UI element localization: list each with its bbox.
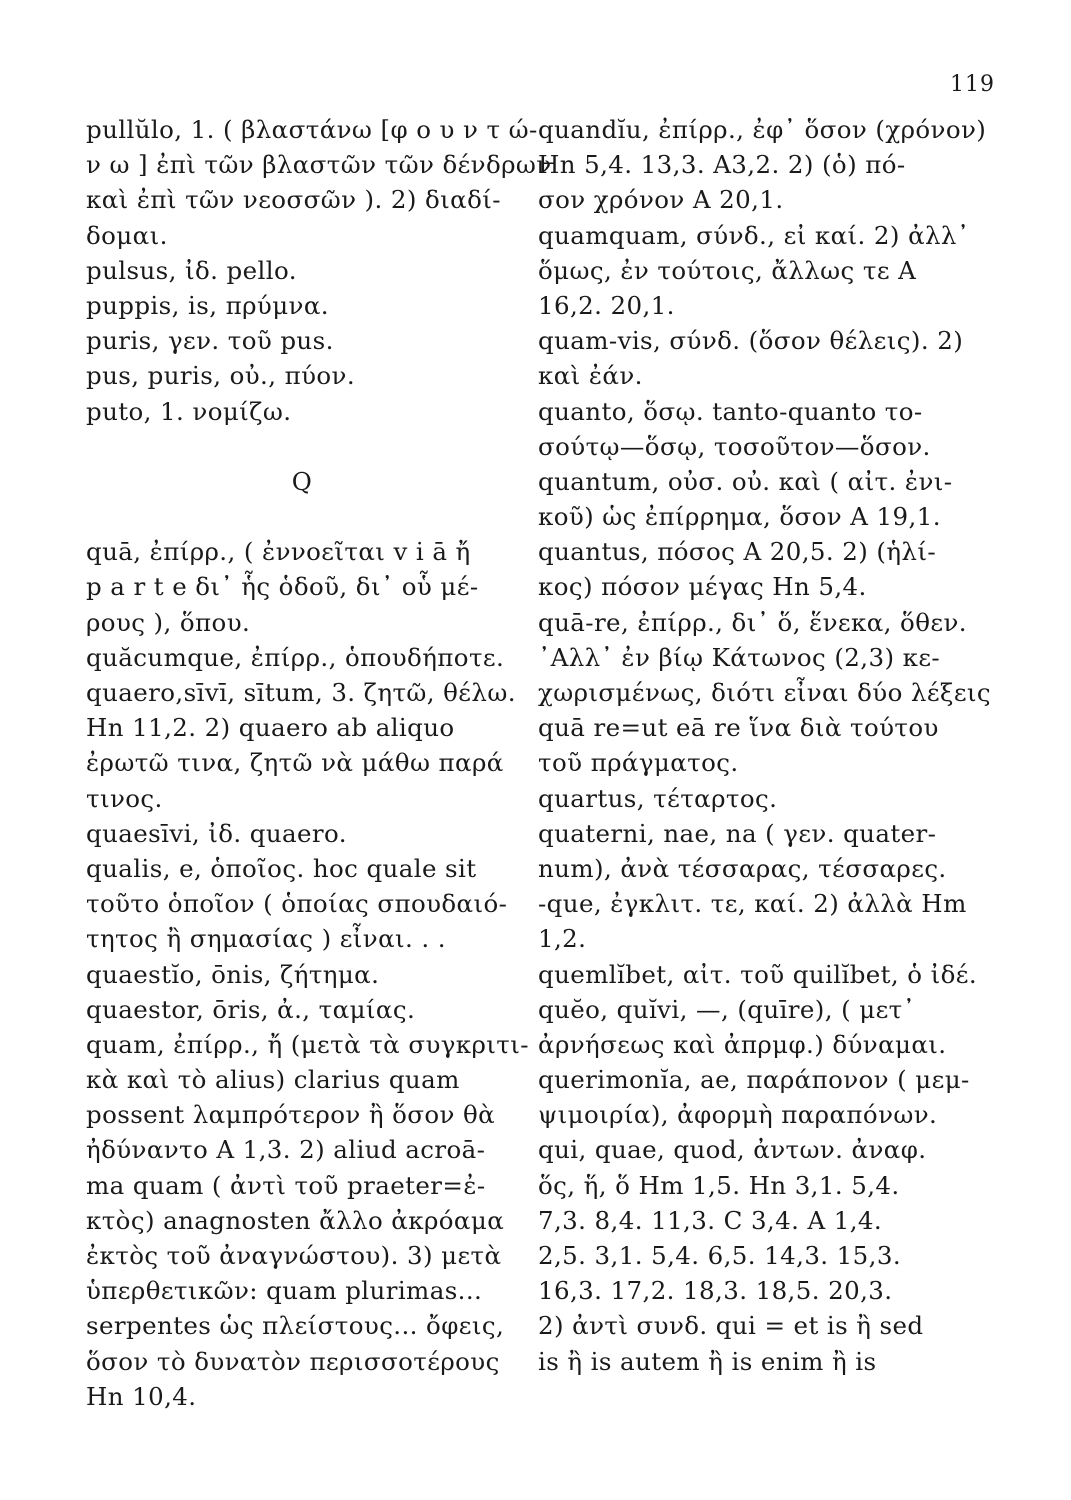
entry-line: qui, quae, quod, ἀντων. ἀναφ. xyxy=(538,1135,927,1165)
left-column xyxy=(86,112,552,1414)
entry-line: τοῦ πράγματος. xyxy=(538,748,739,778)
entry-line: ὅμως, ἐν τούτοις, ἄλλως τε A xyxy=(538,255,917,285)
entry-line: serpentes ὡς πλείστους... ὄφεις, xyxy=(86,1311,505,1341)
entry-line: quā, ἐπίρρ., ( ἐννοεῖται v i ā ἤ xyxy=(86,537,471,567)
entry-line: τοῦτο ὁποῖον ( ὁποίας σπουδαιό- xyxy=(86,889,508,919)
entry-line: quăcumque, ἐπίρρ., ὁπουδήποτε. xyxy=(86,642,505,672)
entry-line: -que, ἐγκλιτ. τε, καί. 2) ἀλλὰ Hm xyxy=(538,889,967,919)
entry-line: 7,3. 8,4. 11,3. C 3,4. A 1,4. xyxy=(538,1205,883,1235)
entry-line: quam, ἐπίρρ., ἤ (μετὰ τὰ συγκριτι- xyxy=(86,1029,529,1059)
entry-line: quemlĭbet, αἰτ. τοῦ quilĭbet, ὁ ἰδέ. xyxy=(538,959,978,989)
entry-line: ὑπερθετικῶν: quam plurimas... xyxy=(86,1276,483,1306)
entry-line: κὰ καὶ τὸ alius) clarius quam xyxy=(86,1065,460,1095)
entry-line: quaesīvi, ἰδ. quaero. xyxy=(86,818,347,848)
entry-line: quaero,sīvī, sītum, 3. ζητῶ, θέλω. xyxy=(86,678,516,707)
entry-line: pulsus, ἰδ. pello. xyxy=(86,255,297,285)
blank-line xyxy=(86,499,518,534)
entry-line: κοῦ) ὡς ἐπίρρημα, ὅσον A 19,1. xyxy=(538,502,941,532)
entry-line: καὶ ἐάν. xyxy=(538,361,643,391)
entry-line: 2) ἀντὶ συνδ. qui = et is ἢ sed xyxy=(538,1311,924,1341)
entry-line: qualis, e, ὁποῖος. hoc quale sit xyxy=(86,853,477,883)
section-letter-heading: Q xyxy=(291,466,313,496)
entry-line: κτὸς) anagnosten ἄλλο ἀκρόαμα xyxy=(86,1205,505,1235)
page-number: 119 xyxy=(950,72,995,97)
entry-line: ν ω ] ἐπὶ τῶν βλαστῶν τῶν δένδρων xyxy=(86,150,552,180)
entry-line: σούτῳ—ὅσῳ, τοσοῦτον—ὅσον. xyxy=(538,431,931,461)
entry-line: pullŭlo, 1. ( βλαστάνω [φ ο υ ν τ ώ- xyxy=(86,115,538,144)
entry-line: δομαι. xyxy=(86,220,168,250)
entry-line: num), ἀνὰ τέσσαρας, τέσσαρες. xyxy=(538,853,947,883)
entry-line: puppis, is, πρύμνα. xyxy=(86,290,329,320)
entry-line: querimonĭa, ae, παράπονον ( μεμ- xyxy=(538,1065,970,1095)
entry-line: puto, 1. νομίζω. xyxy=(86,396,292,426)
entry-line: 16,3. 17,2. 18,3. 18,5. 20,3. xyxy=(538,1276,893,1306)
entry-line: quandĭu, ἐπίρρ., ἐφ᾿ ὅσον (χρόνον) xyxy=(538,115,987,144)
entry-line: quaestor, ōris, ἀ., ταμίας. xyxy=(86,994,416,1024)
entry-line: ρους ), ὅπου. xyxy=(86,607,251,637)
entry-line: pus, puris, οὐ., πύον. xyxy=(86,361,356,391)
entry-line: ἐρωτῶ τινα, ζητῶ νὰ μάθω παρά xyxy=(86,748,504,778)
entry-line: quartus, τέταρτος. xyxy=(538,783,778,813)
entry-line: quā-re, ἐπίρρ., δι᾿ ὅ, ἕνεκα, ὅθεν. xyxy=(538,607,967,637)
entry-line: quamquam, σύνδ., εἰ καί. 2) ἀλλ᾿ xyxy=(538,220,970,250)
entry-line: ma quam ( ἀντὶ τοῦ praeter=ἐ- xyxy=(86,1170,486,1200)
entry-line: τητος ἢ σημασίας ) εἶναι. . . xyxy=(86,924,446,954)
entry-line: ὅς, ἥ, ὅ Hm 1,5. Hn 3,1. 5,4. xyxy=(538,1170,900,1200)
entry-line: quantus, πόσος A 20,5. 2) (ἡλί- xyxy=(538,537,937,567)
entry-line: ὅσον τὸ δυνατὸν περισσοτέρους xyxy=(86,1346,500,1376)
entry-line: καὶ ἐπὶ τῶν νεοσσῶν ). 2) διαδί- xyxy=(86,185,501,215)
entry-line: Hn 10,4. xyxy=(86,1381,197,1411)
entry-line: 2,5. 3,1. 5,4. 6,5. 14,3. 15,3. xyxy=(538,1241,902,1270)
entry-line: quam-vis, σύνδ. (ὅσον θέλεις). 2) xyxy=(538,326,964,356)
entry-line: quaterni, nae, na ( γεν. quater- xyxy=(538,818,937,848)
entry-line: quĕo, quĭvi, —, (quīre), ( μετ᾿ xyxy=(538,994,916,1024)
entry-line: ἠδύναντο A 1,3. 2) aliud acroā- xyxy=(86,1135,486,1165)
entry-line: ψιμοιρία), ἀφορμὴ παραπόνων. xyxy=(538,1100,938,1130)
entry-line: quā re=ut eā re ἵνα διὰ τούτου xyxy=(538,713,939,743)
blank-line xyxy=(86,429,518,464)
entry-line: 16,2. 20,1. xyxy=(538,290,675,320)
entry-line: Hn 11,2. 2) quaero ab aliquo xyxy=(86,713,455,743)
right-column xyxy=(538,112,992,1379)
entry-line: quaestĭo, ōnis, ζήτημα. xyxy=(86,959,380,989)
entry-line: possent λαμπρότερον ἢ ὅσον θὰ xyxy=(86,1100,496,1130)
entry-line: 1,2. xyxy=(538,924,587,954)
entry-line: τινος. xyxy=(86,783,163,813)
entry-line: Hn 5,4. 13,3. A3,2. 2) (ὁ) πό- xyxy=(538,150,906,180)
entry-line: ᾿Αλλ᾿ ἐν βίῳ Κάτωνος (2,3) κε- xyxy=(538,642,941,672)
entry-line: ἀρνήσεως καὶ ἀπρμφ.) δύναμαι. xyxy=(538,1029,947,1059)
entry-line: quanto, ὅσῳ. tanto-quanto το- xyxy=(538,396,923,426)
entry-line: is ἢ is autem ἢ is enim ἢ is xyxy=(538,1346,877,1376)
entry-line: p a r t e δι᾿ ἧς ὁδοῦ, δι᾿ οὗ μέ- xyxy=(86,572,479,602)
entry-line: κος) πόσον μέγας Hn 5,4. xyxy=(538,572,867,602)
entry-line: ἐκτὸς τοῦ ἀναγνώστου). 3) μετὰ xyxy=(86,1241,502,1270)
entry-line: puris, γεν. τοῦ pus. xyxy=(86,326,334,356)
entry-line: σον χρόνον A 20,1. xyxy=(538,185,784,215)
entry-line: χωρισμένως, διότι εἶναι δύο λέξεις xyxy=(538,678,992,707)
entry-line: quantum, οὐσ. οὐ. καὶ ( αἰτ. ἐνι- xyxy=(538,466,953,496)
